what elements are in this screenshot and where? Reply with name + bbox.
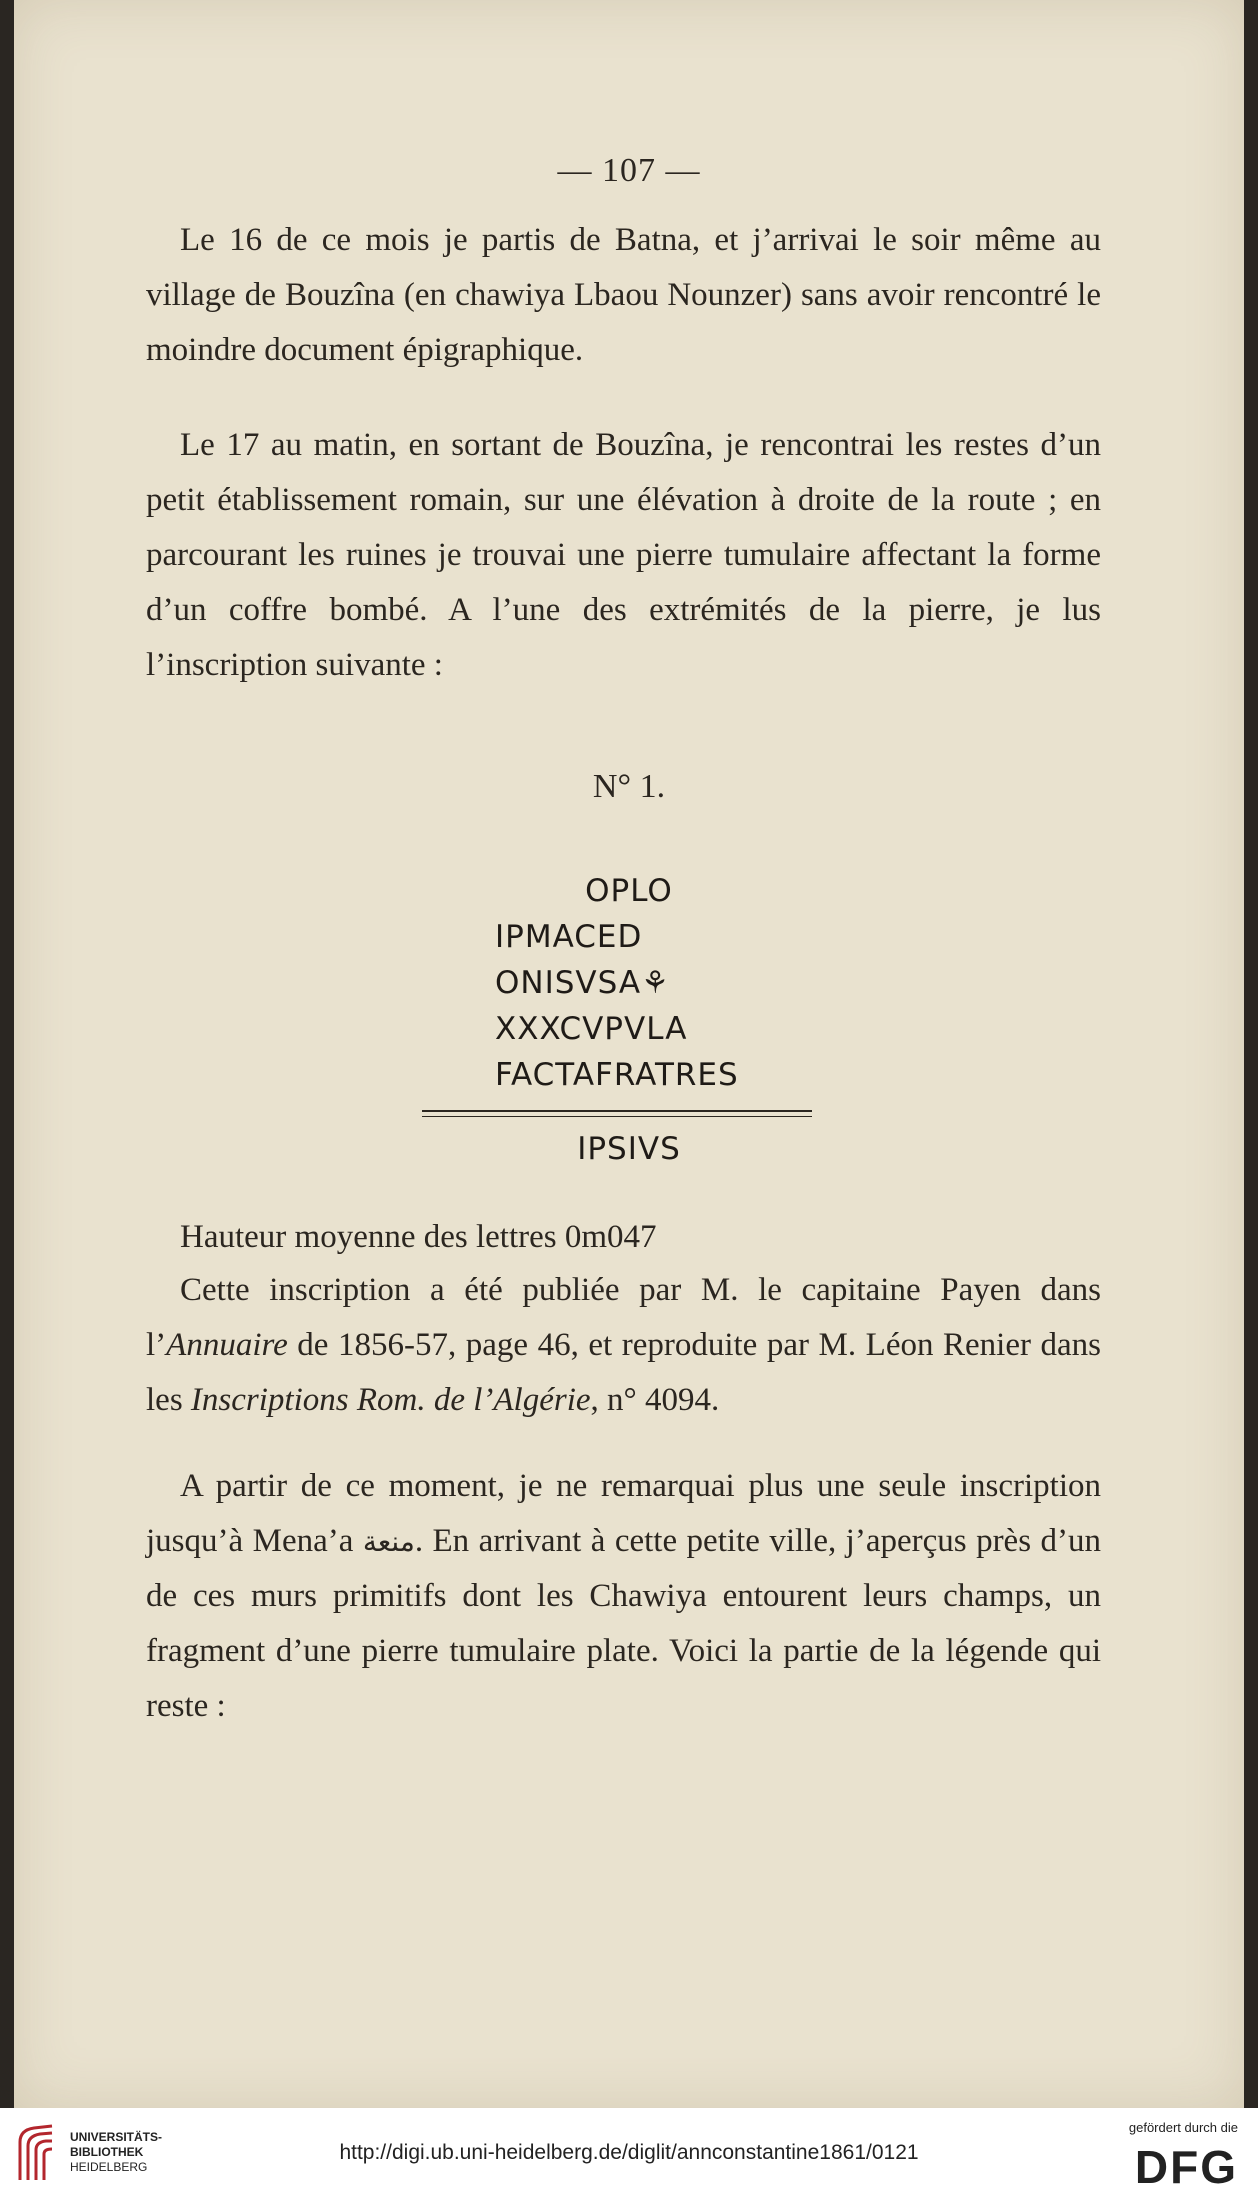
inscription-rule bbox=[422, 1110, 812, 1117]
paragraph-2 bbox=[146, 418, 1101, 693]
final-text: A partir de ce moment, je ne remarquai plus une seule inscription jusqu’à Mena’a bbox=[146, 1468, 1101, 1559]
inscription-line: OPLO bbox=[585, 873, 673, 909]
final-paragraph bbox=[146, 1459, 1101, 1734]
footer-bar bbox=[0, 2108, 1258, 2201]
paragraph-2-text: Le 17 au matin, en sortant de Bouzîna, je rencontrai les restes d’un petit établissement romain, sur une élévation à droite de la route ; en parcourant les ruines je trouvai une pierre tumulaire affectant la forme d’un coffre bombé. A l’une des extrémités de la pierre, je lus l’inscription suivante : bbox=[146, 427, 1101, 683]
scanned-page bbox=[14, 0, 1244, 2108]
dfg-logo[interactable]: DFG bbox=[1134, 2141, 1238, 2193]
work-title: Inscriptions Rom. de l’Algérie bbox=[190, 1382, 591, 1418]
library-name-line: UNIVERSITÄTS- bbox=[70, 2130, 163, 2144]
height-note-text: Hauteur moyenne des lettres 0m047 bbox=[180, 1219, 657, 1255]
inscription-line: ONISVSA⚘ bbox=[495, 965, 670, 1001]
library-name-line: HEIDELBERG bbox=[70, 2160, 148, 2174]
publication-paragraph bbox=[146, 1263, 1101, 1428]
publication-text: Cette inscription a été publiée par M. le capitaine Payen dans l’ bbox=[146, 1272, 1101, 1363]
height-note bbox=[146, 1210, 1101, 1265]
inscription-block-bottom bbox=[14, 1126, 1244, 1172]
sponsor-label: gefördert durch die bbox=[1128, 2120, 1238, 2135]
inscription-line: XXXCVPVLA bbox=[495, 1011, 688, 1047]
inscription-line: IPSIVS bbox=[577, 1131, 681, 1167]
arabic-place-name: منعة bbox=[362, 1525, 415, 1558]
paragraph-1 bbox=[146, 213, 1101, 378]
page-number: — 107 — bbox=[557, 152, 701, 189]
inscription-number: N° 1. bbox=[592, 768, 666, 805]
publication-text: , n° 4094. bbox=[590, 1382, 720, 1418]
library-name-line: BIBLIOTHEK bbox=[70, 2145, 144, 2159]
inscription-block bbox=[14, 868, 1244, 1098]
final-text: . En arrivant à cette petite ville, j’aperçus près d’un de ces murs primitifs dont les Chawiya entourent leurs champs, un fragment d’une pierre tumulaire plate. Voici la partie de la légende qui reste : bbox=[146, 1523, 1101, 1724]
inscription-line: IPMACED bbox=[495, 919, 643, 955]
permalink-url[interactable]: http://digi.ub.uni-heidelberg.de/diglit/annconstantine1861/0121 bbox=[339, 2141, 919, 2164]
paragraph-1-text: Le 16 de ce mois je partis de Batna, et j’arrivai le soir même au village de Bouzîna (en chawiya Lbaou Nounzer) sans avoir rencontré le moindre document épigraphique. bbox=[146, 222, 1101, 368]
inscription-line: FACTAFRATRES bbox=[495, 1057, 739, 1093]
journal-title: Annuaire bbox=[166, 1327, 288, 1363]
publication-text: de 1856-57, page 46, et reproduite par M. Léon Renier dans les bbox=[146, 1327, 1101, 1418]
